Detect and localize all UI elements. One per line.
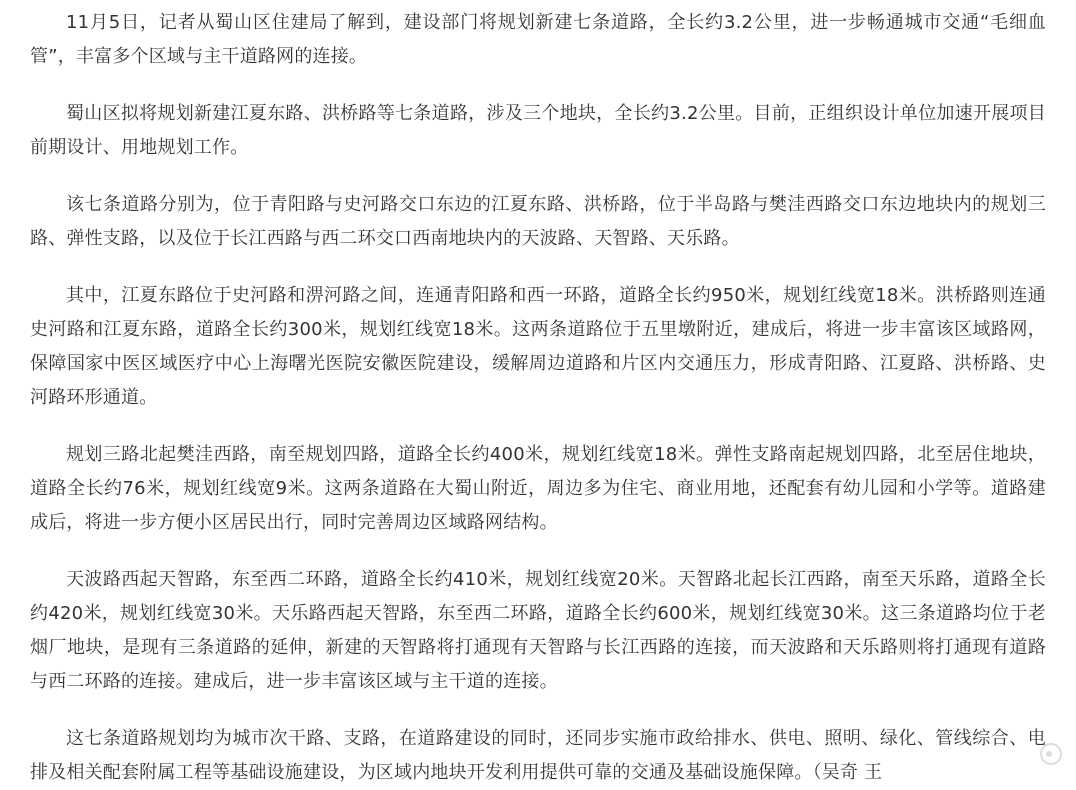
paragraph-2: 蜀山区拟将规划新建江夏东路、洪桥路等七条道路，涉及三个地块，全长约3.2公里。目前，正组织设计单位加速开展项目前期设计、用地规划工作。 xyxy=(30,103,1046,158)
paragraph-6: 天波路西起天智路，东至西二环路，道路全长约410米，规划红线宽20米。天智路北起长江西路，南至天乐路，道路全长约420米，规划红线宽30米。天乐路西起天智路，东至西二环路，道路全长约600米，规划红线宽30米。这三条道路均位于老烟厂地块，是现有三条道路的延伸，新建的天智路将打通现有天智路与长江西路的连接，而天波路和天乐路则将打通现有道路与西二环路的连接。建成后，进一步丰富该区域与主干道的连接。 xyxy=(30,569,1046,692)
paragraph-1: 11月5日，记者从蜀山区住建局了解到，建设部门将规划新建七条道路，全长约3.2公里，进一步畅通城市交通“毛细血管”，丰富多个区域与主干道路网的连接。 xyxy=(30,12,1046,67)
paragraph-3: 该七条道路分别为，位于青阳路与史河路交口东边的江夏东路、洪桥路，位于半岛路与樊洼西路交口东边地块内的规划三路、弹性支路，以及位于长江西路与西二环交口西南地块内的天波路、天智路、天乐路。 xyxy=(30,194,1046,249)
paragraph-4: 其中，江夏东路位于史河路和淠河路之间，连通青阳路和西一环路，道路全长约950米，规划红线宽18米。洪桥路则连通史河路和江夏东路，道路全长约300米，规划红线宽18米。这两条道路位于五里墩附近，建成后，将进一步丰富该区域路网，保障国家中医区域医疗中心上海曙光医院安徽医院建设，缓解周边道路和片区内交通压力，形成青阳路、江夏路、洪桥路、史河路环形通道。 xyxy=(30,285,1046,408)
article-body xyxy=(30,0,1046,790)
paragraph-7: 这七条道路规划均为城市次干路、支路，在道路建设的同时，还同步实施市政给排水、供电、照明、绿化、管线综合、电排及相关配套附属工程等基础设施建设，为区域内地块开发利用提供可靠的交通及基础设施保障。（吴奇 王 xyxy=(30,728,1046,783)
paragraph-5: 规划三路北起樊洼西路，南至规划四路，道路全长约400米，规划红线宽18米。弹性支路南起规划四路，北至居住地块，道路全长约76米，规划红线宽9米。这两条道路在大蜀山附近，周边多为住宅、商业用地，还配套有幼儿园和小学等。道路建成后，将进一步方便小区居民出行，同时完善周边区域路网结构。 xyxy=(30,444,1046,533)
